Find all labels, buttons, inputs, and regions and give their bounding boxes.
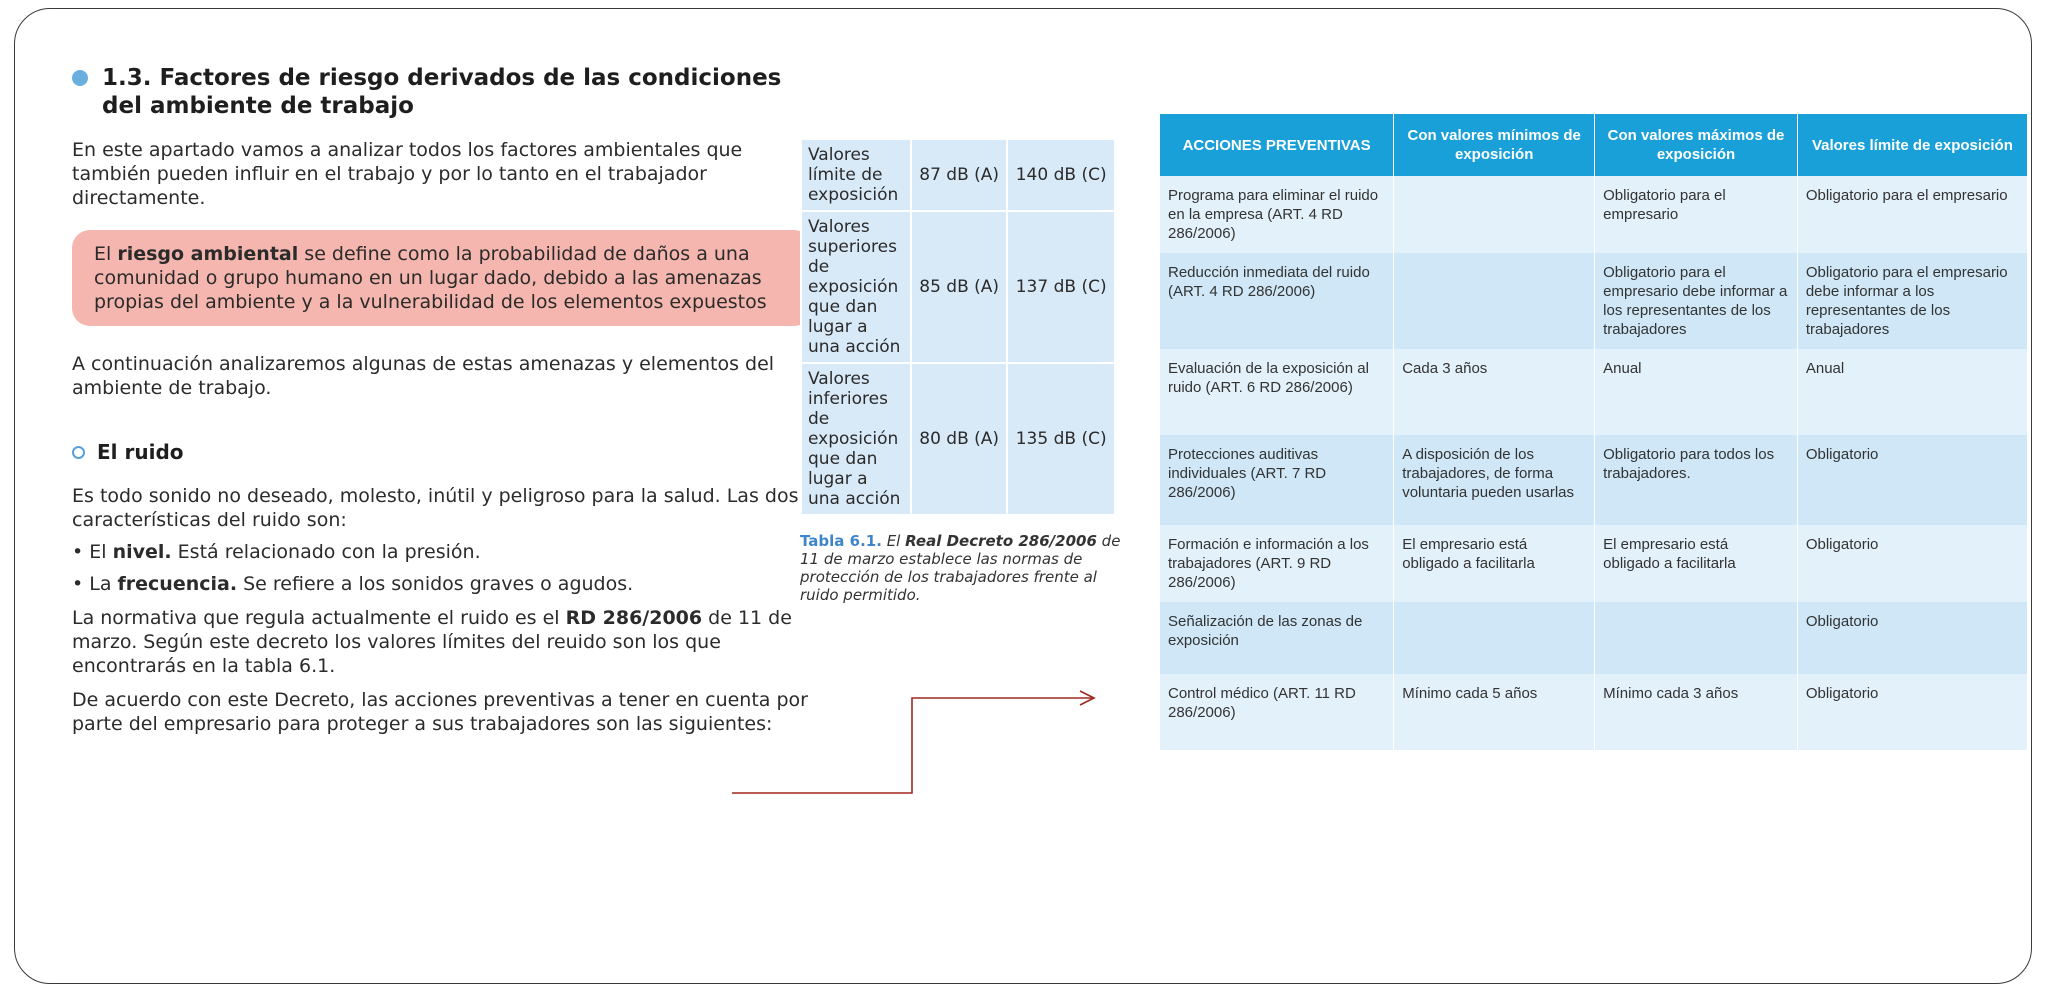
table-caption: Tabla 6.1. El Real Decreto 286/2006 de 11 de marzo establece las normas de protección de los trabajadores frente al ruido permitido.: [800, 532, 1121, 604]
table-row: Control médico (ART. 11 RD 286/2006) Mínimo cada 5 años Mínimo cada 3 años Obligatorio: [1160, 674, 2028, 750]
intro-paragraph: En este apartado vamos a analizar todos los factores ambientales que también pueden influir en el trabajo y por lo tanto en el trabajador directamente.: [72, 139, 743, 209]
section-title: 1.3. Factores de riesgo derivados de las condiciones del ambiente de trabajo: [102, 65, 782, 119]
definition-callout: El riesgo ambiental se define como la probabilidad de daños a una comunidad o grupo humano en un lugar dado, debido a las amenazas propias del ambiente y a la vulnerabilidad de los elementos expuestos: [72, 230, 812, 326]
acuerdo-paragraph: De acuerdo con este Decreto, las acciones preventivas a tener en cuenta por parte del empresario para proteger a sus trabajadores son las siguientes:: [72, 689, 808, 735]
preventive-actions-table: [1160, 114, 2028, 750]
table-row: Valores límite de exposición 87 dB (A) 140 dB (C): [801, 139, 1115, 211]
table-row: Formación e información a los trabajadores (ART. 9 RD 286/2006) El empresario está obligado a facilitarla El empresario está obligado a facilitarla Obligatorio: [1160, 525, 2028, 602]
continue-paragraph: A continuación analizaremos algunas de estas amenazas y elementos del ambiente de trabajo.: [72, 353, 775, 399]
table-row: Valores superiores de exposición que dan lugar a una acción 85 dB (A) 137 dB (C): [801, 211, 1115, 363]
column-header: Con valores máximos de exposición: [1595, 114, 1798, 176]
ruido-definition: Es todo sonido no deseado, molesto, inútil y peligroso para la salud. Las dos características del ruido son:: [72, 485, 799, 531]
table-row: Programa para eliminar el ruido en la empresa (ART. 4 RD 286/2006) Obligatorio para el empresario Obligatorio para el empresario: [1160, 176, 2028, 253]
callout-term: riesgo ambiental: [117, 243, 299, 265]
table-row: Reducción inmediata del ruido (ART. 4 RD 286/2006) Obligatorio para el empresario debe informar a los representantes de los trabajadores Obligatorio para el empresario debe informar a los representantes de los trabajadores: [1160, 253, 2028, 349]
table-row: Evaluación de la exposición al ruido (ART. 6 RD 286/2006) Cada 3 años Anual Anual: [1160, 349, 2028, 435]
column-header: Con valores mínimos de exposición: [1394, 114, 1595, 176]
table-row: Señalización de las zonas de exposición Obligatorio: [1160, 602, 2028, 674]
table-row: Protecciones auditivas individuales (ART. 7 RD 286/2006) A disposición de los trabajadores, de forma voluntaria pueden usarlas Obligatorio para todos los trabajadores. Obligatorio: [1160, 435, 2028, 525]
normativa-paragraph: La normativa que regula actualmente el ruido es el RD 286/2006 de 11 de marzo. Según este decreto los valores límites del reuido son los que encontrarás en la tabla 6.1.: [72, 607, 792, 677]
column-header: Valores límite de exposición: [1797, 114, 2027, 176]
list-item: • La frecuencia. Se refiere a los sonidos graves o agudos.: [72, 573, 634, 595]
list-item: • El nivel. Está relacionado con la presión.: [72, 541, 481, 563]
header-row: [1160, 114, 2028, 176]
column-header: ACCIONES PREVENTIVAS: [1160, 114, 1394, 176]
subsection-title: El ruido: [97, 440, 184, 464]
arrow-line: [732, 698, 1092, 793]
table-row: Valores inferiores de exposición que dan lugar a una acción 80 dB (A) 135 dB (C): [801, 363, 1115, 515]
